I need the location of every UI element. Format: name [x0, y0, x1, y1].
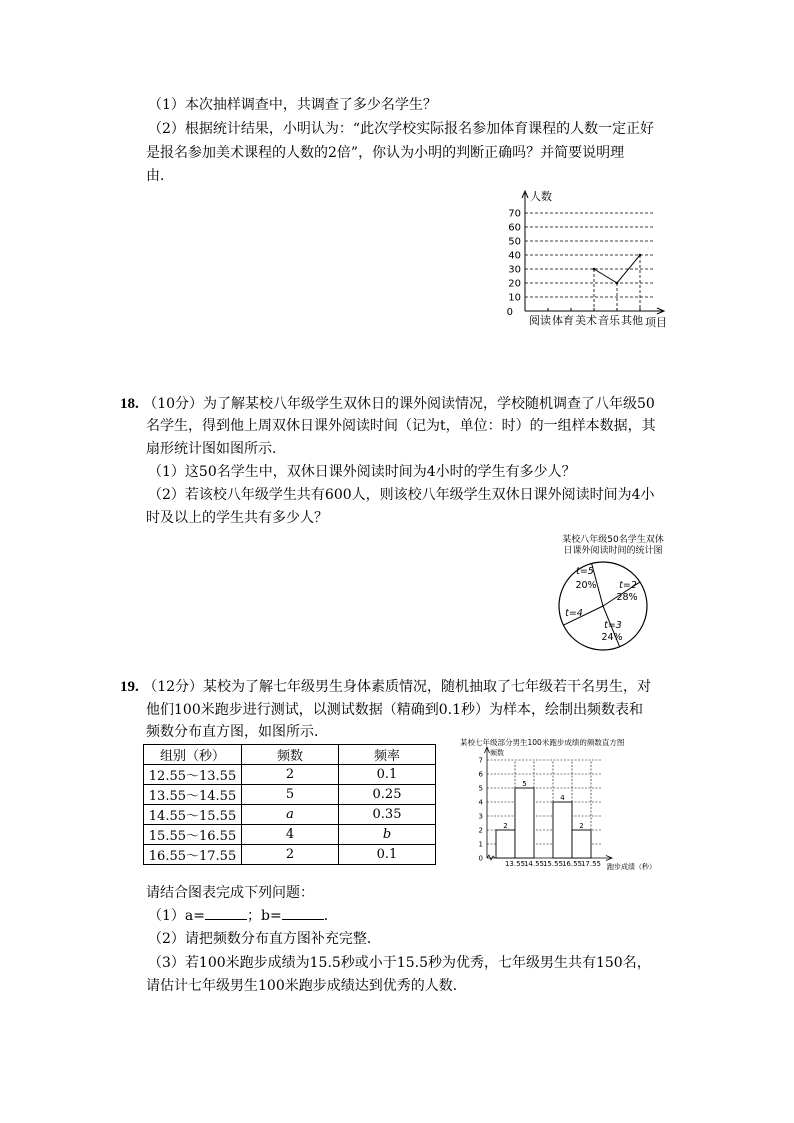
q19-sub1	[148, 906, 338, 926]
table-cell: 2	[242, 845, 339, 865]
q19-block	[120, 677, 651, 697]
y-tick-label: 70	[508, 208, 521, 220]
data-point	[616, 282, 618, 284]
q18-number: 18.	[120, 396, 139, 412]
table-cell: 4	[242, 825, 339, 845]
table-cell: 14.55～15.55	[144, 805, 242, 825]
histogram-bar	[553, 802, 572, 858]
q19-line1: （12分）某校为了解七年级男生身体素质情况，随机抽取了七年级若干名男生，对	[143, 679, 652, 695]
y-tick-label: 4	[478, 798, 483, 807]
y-tick-label: 3	[478, 812, 483, 821]
pie-percent-label: 28%	[616, 592, 638, 603]
q19-histogram	[455, 736, 687, 872]
q17-sub2-line3: 由．	[146, 168, 174, 184]
table-cell: 12.55～13.55	[144, 765, 242, 785]
table-cell: 5	[242, 785, 339, 805]
x-axis-label: 项目	[645, 316, 667, 329]
q19-line2: 他们100米跑步进行测试，以测试数据（精确到0.1秒）为样本，绘制出频数表和	[146, 702, 643, 718]
q18-sub2-line2: 时及以上的学生共有多少人？	[146, 510, 328, 526]
pie-slice-label: t=3	[604, 620, 622, 631]
q19-sub1-b: ；b=	[246, 908, 282, 924]
x-tick-label: 14.55	[523, 860, 545, 868]
x-tick-label: 17.55	[580, 860, 602, 868]
y-tick-label: 5	[478, 784, 483, 793]
bar-value-label: 2	[503, 822, 508, 830]
q19-sub3-line2: 请估计七年级男生100米跑步成绩达到优秀的人数．	[146, 978, 467, 994]
bar-value-label: 4	[560, 794, 565, 802]
q18-line3: 扇形统计图如图所示．	[146, 441, 286, 457]
y-axis-label: 人数	[530, 190, 552, 203]
q18-pie-chart	[545, 532, 685, 654]
q17-sub2-line2: 是报名参加美术课程的人数的2倍”，你认为小明的判断正确吗？并简要说明理	[146, 145, 625, 161]
pie-percent-label: 20%	[575, 580, 597, 591]
pie-slice-label: t=4	[565, 608, 583, 619]
table-cell: 15.55～16.55	[144, 825, 242, 845]
y-tick-label: 10	[508, 292, 521, 304]
table-cell: 13.55～14.55	[144, 785, 242, 805]
x-tick-label: 16.55	[561, 860, 583, 868]
table-row	[144, 785, 436, 805]
x-tick-label: 13.55	[504, 860, 526, 868]
table-header-cell: 频率	[339, 745, 436, 765]
x-tick-label: 其他	[621, 314, 643, 327]
q19-number: 19.	[120, 679, 139, 695]
table-row	[144, 765, 436, 785]
table-cell: 0.1	[339, 765, 436, 785]
table-cell: 2	[242, 765, 339, 785]
histogram-title: 某校七年级部分男生100米跑步成绩的频数直方图	[460, 738, 625, 747]
y-tick-label: 60	[508, 222, 521, 234]
table-header-row	[144, 745, 436, 765]
y-tick-label: 0	[478, 854, 483, 863]
x-tick-label: 体育	[552, 314, 574, 327]
y-tick-label: 40	[508, 250, 521, 262]
q18-block	[120, 394, 655, 414]
q17-line-chart	[495, 185, 685, 330]
data-point	[593, 268, 595, 270]
y-tick-label: 1	[478, 840, 483, 849]
q18-line1: （10分）为了解某校八年级学生双休日的课外阅读情况，学校随机调查了八年级50	[143, 396, 655, 412]
y-tick-label: 0	[506, 307, 513, 318]
axis-break	[487, 855, 495, 860]
pie-slice-label: t=5	[576, 566, 594, 577]
q18-sub1: （1）这50名学生中，双休日课外阅读时间为4小时的学生有多少人？	[148, 464, 576, 480]
q19-sub2: （2）请把频数分布直方图补充完整．	[148, 931, 381, 947]
y-tick-label: 50	[508, 236, 521, 248]
q19-sub1-end: ．	[323, 908, 338, 924]
y-axis-label: 频数	[490, 749, 504, 757]
q18-sub2-line1: （2）若该校八年级学生共有600人，则该校八年级学生双休日课外阅读时间为4小	[148, 487, 655, 503]
frequency-table	[143, 744, 436, 865]
table-row	[144, 825, 436, 845]
answer-blank-b[interactable]	[282, 906, 324, 920]
table-row	[144, 845, 436, 865]
q19-sub1-a: （1）a=	[148, 908, 205, 924]
y-tick-label: 30	[508, 264, 521, 276]
q17-sub1: （1）本次抽样调查中，共调查了多少名学生？	[148, 97, 437, 113]
pie-title-line2: 日课外阅读时间的统计图	[563, 546, 663, 556]
table-header-cell: 频数	[242, 745, 339, 765]
y-tick-label: 6	[478, 770, 483, 779]
table-cell: a	[242, 805, 339, 825]
histogram-bar	[496, 830, 515, 858]
table-cell: 0.35	[339, 805, 436, 825]
q17-sub2-line1: （2）根据统计结果，小明认为：“此次学校实际报名参加体育课程的人数一定正好	[148, 121, 655, 137]
x-tick-label: 15.55	[542, 860, 564, 868]
table-cell: b	[339, 825, 436, 845]
x-tick-label: 音乐	[598, 314, 620, 327]
x-axis-label: 跑步成绩（秒）	[607, 863, 656, 871]
pie-percent-label: 24%	[601, 632, 623, 643]
y-tick-label: 2	[478, 826, 483, 835]
q19-sub3-line1: （3）若100米跑步成绩为15.5秒或小于15.5秒为优秀，七年级男生共有150名，	[148, 955, 651, 971]
bar-value-label: 5	[522, 780, 527, 788]
q19-line3: 频数分布直方图，如图所示．	[146, 724, 328, 740]
data-point	[639, 254, 641, 256]
table-row	[144, 805, 436, 825]
q18-line2: 名学生，得到他上周双休日课外阅读时间（记为t，单位：时）的一组样本数据，其	[146, 418, 656, 434]
table-cell: 16.55～17.55	[144, 845, 242, 865]
bar-value-label: 2	[579, 822, 584, 830]
pie-title-line1: 某校八年级50名学生双休	[562, 535, 664, 545]
table-cell: 0.1	[339, 845, 436, 865]
answer-blank-a[interactable]	[205, 906, 247, 920]
table-header-cell: 组别（秒）	[144, 745, 242, 765]
x-tick-label: 美术	[575, 314, 597, 327]
x-tick-label: 阅读	[529, 314, 551, 327]
histogram-bar	[515, 788, 534, 858]
y-tick-label: 7	[478, 756, 483, 765]
y-tick-label: 20	[508, 278, 521, 290]
pie-slice-label: t=2	[619, 580, 637, 591]
histogram-bar	[572, 830, 591, 858]
q19-prompt: 请结合图表完成下列问题：	[146, 885, 314, 901]
table-cell: 0.25	[339, 785, 436, 805]
